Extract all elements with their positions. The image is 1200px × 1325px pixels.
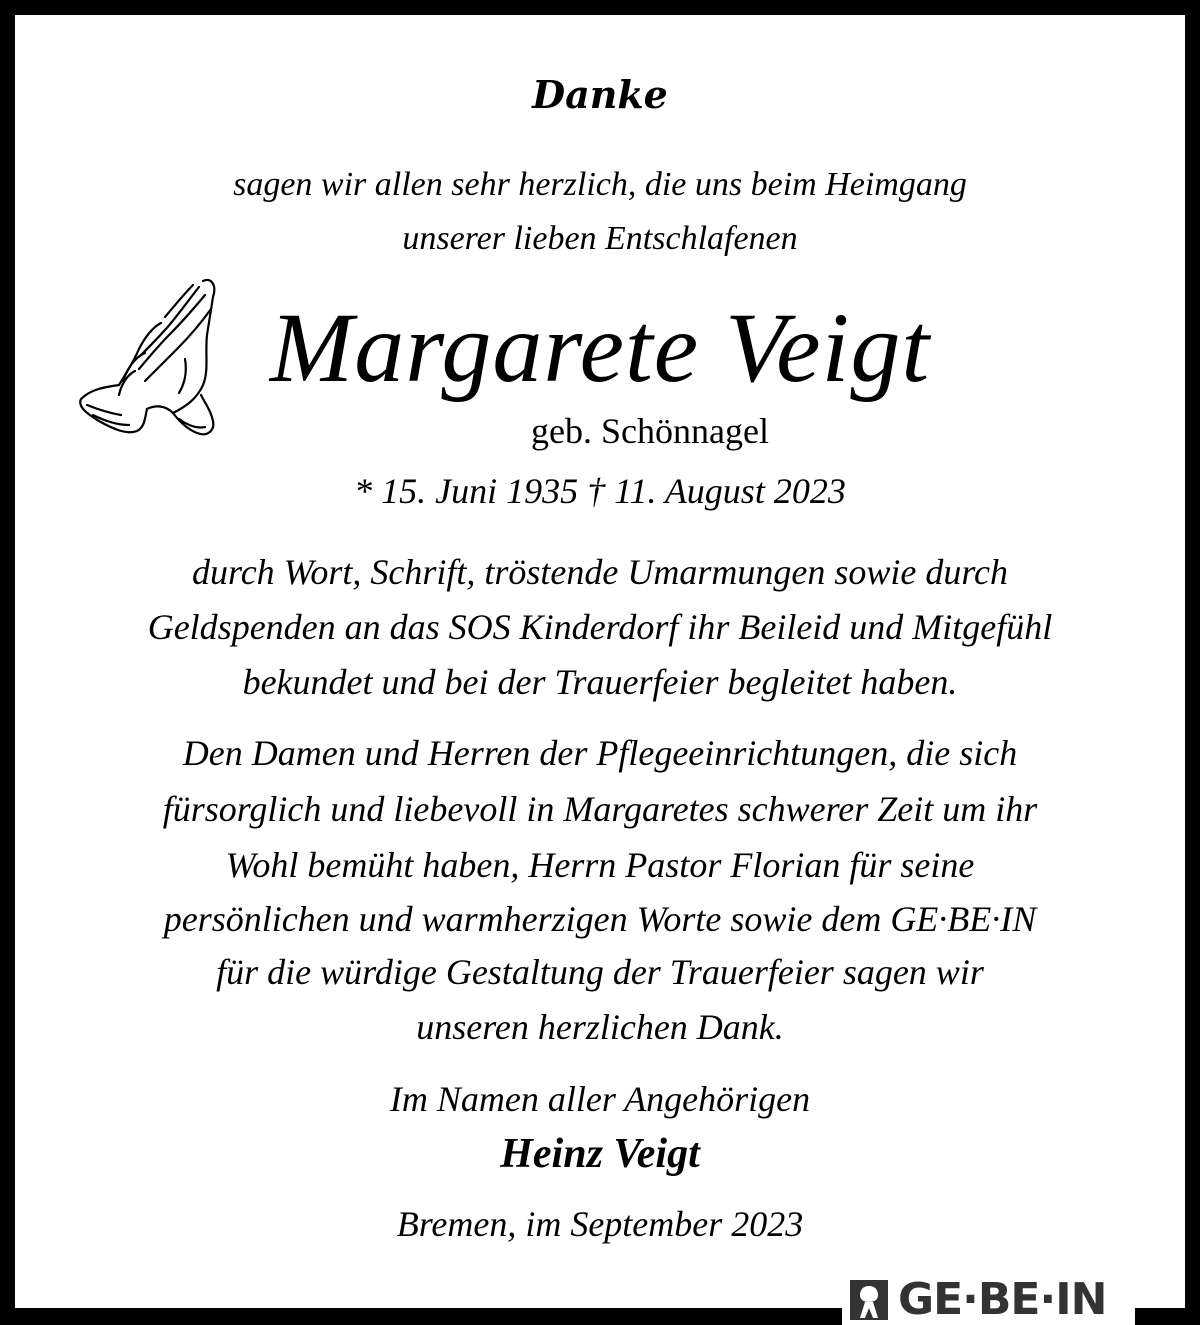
paragraph2-line-6: unseren herzlichen Dank. <box>416 1007 784 1047</box>
paragraph2-line-5: für die würdige Gestaltung der Trauerfeier sagen wir <box>216 952 984 992</box>
life-dates: * 15. Juni 1935 † 11. August 2023 <box>354 471 846 511</box>
paragraph1-line-2: Geldspenden an das SOS Kinderdorf ihr Beileid und Mitgefühl <box>147 607 1053 647</box>
paragraph2-line-1: Den Damen und Herren der Pflegeeinrichtungen, die sich <box>182 733 1018 773</box>
bottom-rule <box>0 1308 842 1325</box>
signer-name: Heinz Veigt <box>500 1131 700 1177</box>
deceased-name: Margarete Veigt <box>269 292 931 403</box>
heading: Danke <box>532 72 668 117</box>
praying-hands-icon <box>75 275 235 440</box>
paragraph2-line-2: fürsorglich und liebevoll in Margaretes schwerer Zeit um ihr <box>162 789 1038 829</box>
intro-line-1: sagen wir allen sehr herzlich, die uns beim Heimgang <box>233 166 967 203</box>
bottom-rule-end <box>1135 1308 1200 1325</box>
birth-name: geb. Schönnagel <box>531 411 769 451</box>
publisher-logo <box>848 1276 1132 1324</box>
paragraph1-line-3: bekundet und bei der Trauerfeier begleitet haben. <box>242 662 958 702</box>
logo-wordmark: GE·BE·IN <box>898 1274 1107 1325</box>
place-date: Bremen, im September 2023 <box>396 1204 804 1244</box>
gebein-logo-icon <box>848 1278 890 1322</box>
paragraph2-line-3: Wohl bemüht haben, Herrn Pastor Florian für seine <box>225 845 975 885</box>
signoff: Im Namen aller Angehörigen <box>389 1079 811 1119</box>
paragraph2-line-4: persönlichen und warmherzigen Worte sowie dem GE·BE·IN <box>163 899 1037 939</box>
intro-line-2: unserer lieben Entschlafenen <box>402 220 798 257</box>
paragraph1-line-1: durch Wort, Schrift, tröstende Umarmungen sowie durch <box>192 552 1008 592</box>
